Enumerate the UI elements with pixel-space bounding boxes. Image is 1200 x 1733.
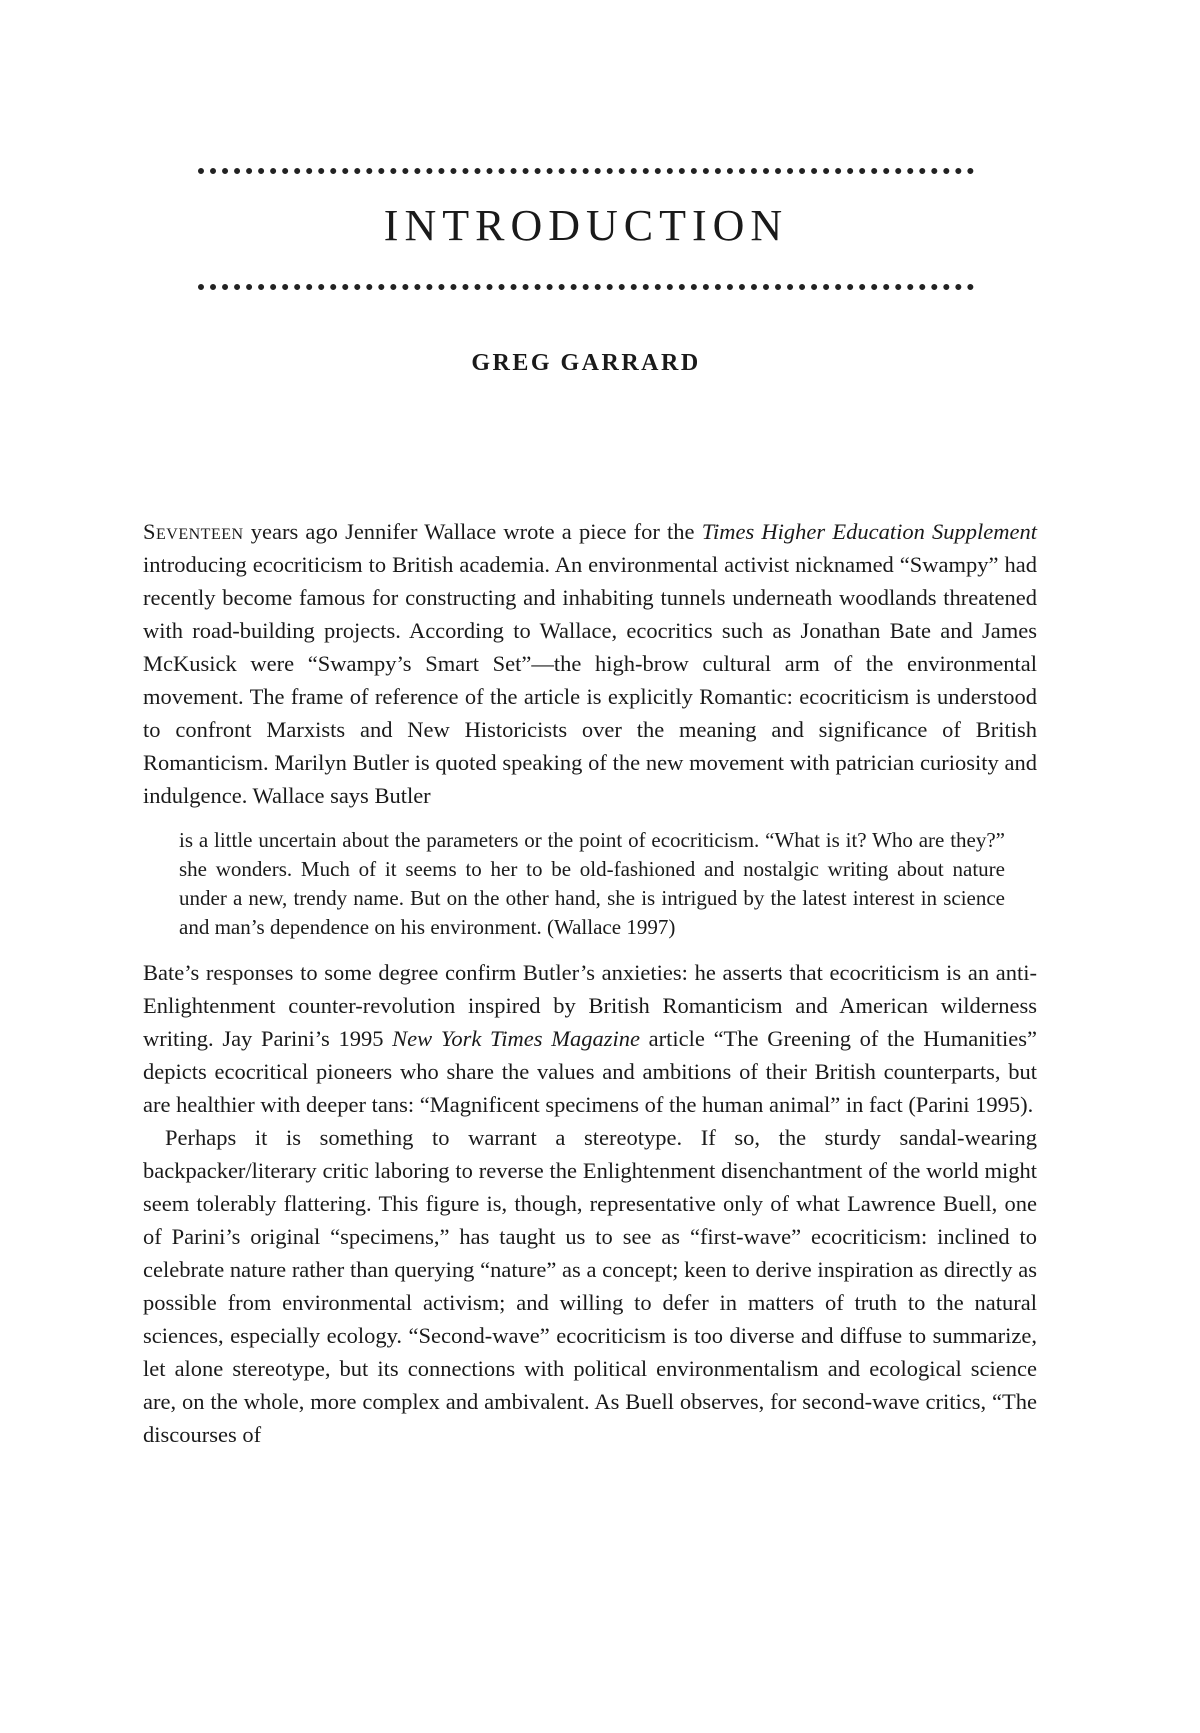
body-text <box>143 515 1037 1451</box>
publication-title: Times Higher Education Supplement <box>701 519 1037 544</box>
paragraph-lead-word: Seventeen <box>143 519 244 544</box>
paragraph-3: Perhaps it is something to warrant a stereotype. If so, the sturdy sandal-wearing backpacker/literary critic laboring to reverse the Enlightenment disenchantment of the world might seem tolerably flattering. This figure is, though, representative only of what Lawrence Buell, one of Parini’s original “specimens,” has taught us to see as “first-wave” ecocriticism: inclined to celebrate nature rather than querying “nature” as a concept; keen to derive inspiration as directly as possible from environmental activism; and willing to defer in matters of truth to the natural sciences, especially ecology. “Second-wave” ecocriticism is too diverse and diffuse to summarize, let alone stereotype, but its connections with political environmentalism and ecological science are, on the whole, more complex and ambivalent. As Buell observes, for second-wave critics, “The discourses of <box>143 1125 1037 1447</box>
chapter-title: INTRODUCTION <box>383 201 789 250</box>
publication-title: New York Times Magazine <box>392 1026 640 1051</box>
top-dotted-rule <box>198 168 974 180</box>
chapter-author: GREG GARRARD <box>471 350 701 376</box>
paragraph-1-text-b: introducing ecocriticism to British academia. An environmental activist nicknamed “Swampy” had recently become famous for constructing and inhabiting tunnels underneath woodlands threatened with road-building projects. According to Wallace, ecocritics such as Jonathan Bate and James McKusick were “Swampy’s Smart Set”—the high-brow cultural arm of the environmental movement. The frame of reference of the article is explicitly Romantic: ecocriticism is understood to confront Marxists and New Historicists over the meaning and significance of British Romanticism. Marilyn Butler is quoted speaking of the new movement with patrician curiosity and indulgence. Wallace says Butler <box>143 552 1037 808</box>
paragraph-2 <box>143 956 1037 1121</box>
bottom-dotted-rule <box>198 284 974 296</box>
paragraph-1-text-a: years ago Jennifer Wallace wrote a piece for the <box>243 519 702 544</box>
block-quote: is a little uncertain about the parameters or the point of ecocriticism. “What is it? Who are they?” she wonders. Much of it seems to her to be old-fashioned and nostalgic writing about nature under a new, trendy name. But on the other hand, she is intrigued by the latest interest in science and man’s dependence on his environment. (Wallace 1997) <box>179 828 1005 939</box>
paragraph-2-text-a: Bate’s responses to some degree confirm Butler’s anxieties: he asserts that ecocriticism is an anti-Enlightenment counter-revolution inspired by British Romanticism and American wilderness writing. Jay Parini’s 1995 <box>143 960 1037 1051</box>
paragraph-2-text-b: article “The Greening of the Humanities” depicts ecocritical pioneers who share the values and ambitions of their British counterparts, but are healthier with deeper tans: “Magnificent specimens of the human animal” in fact (Parini 1995). <box>143 1026 1037 1117</box>
paragraph-1 <box>143 515 1037 812</box>
